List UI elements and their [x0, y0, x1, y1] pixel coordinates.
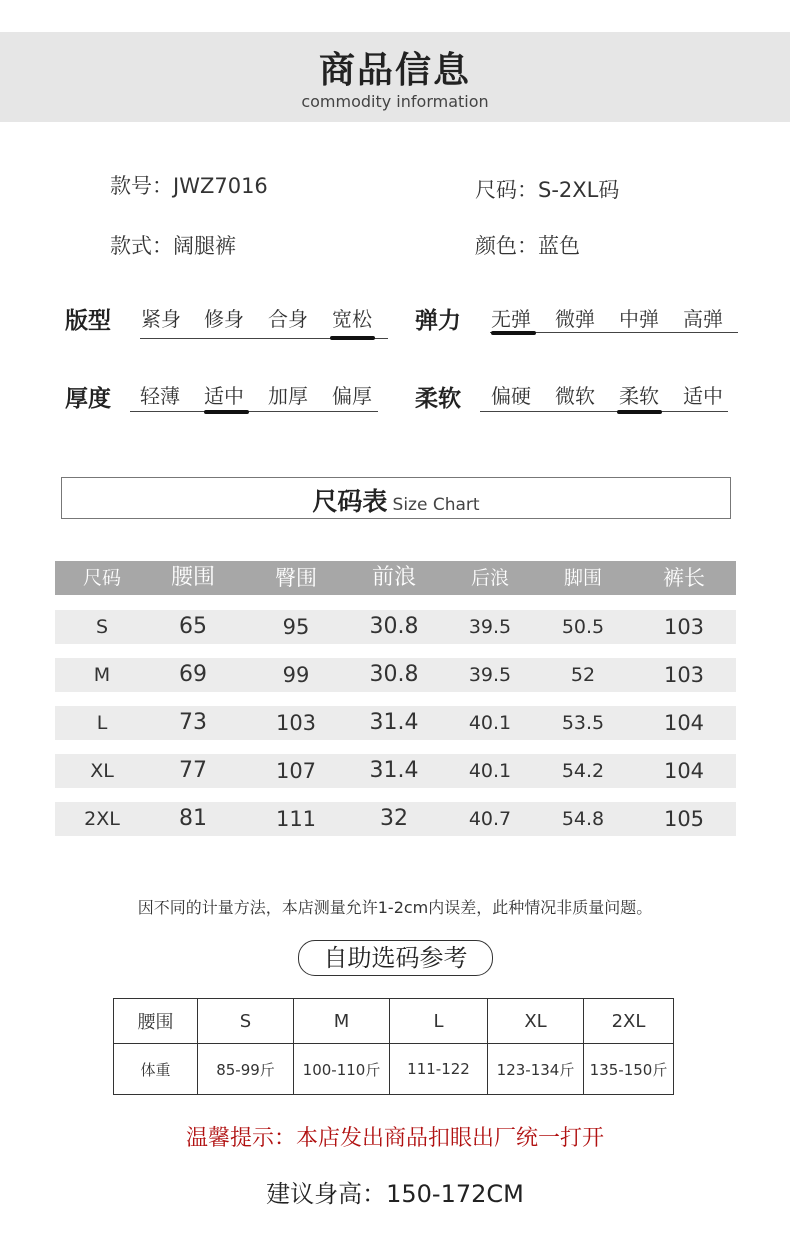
softness-option: 偏硬 — [491, 384, 531, 408]
table-cell: 103 — [663, 615, 705, 639]
style-type: 款式：阔腿裤 — [110, 234, 236, 258]
elasticity-option: 高弹 — [683, 307, 723, 331]
table-cell: 40.7 — [468, 808, 512, 830]
table-row — [55, 754, 736, 788]
style-number: 款号：JWZ7016 — [110, 174, 268, 198]
table-cell: 103 — [275, 711, 317, 735]
table-cell: 2XL — [584, 999, 674, 1044]
table-cell: XL — [488, 999, 584, 1044]
header-cell: 脚围 — [563, 567, 602, 589]
table-row — [114, 999, 674, 1044]
table-cell: 50.5 — [561, 616, 605, 638]
table-cell: 105 — [663, 807, 705, 831]
header-cell: 腰围 — [170, 565, 215, 590]
header-cell: 裤长 — [663, 566, 705, 590]
table-cell: 52 — [570, 664, 596, 686]
elasticity-label: 弹力 — [415, 308, 461, 334]
softness-scale-line — [480, 411, 728, 412]
warm-tip: 温馨提示：本店发出商品扣眼出厂统一打开 — [185, 1126, 604, 1151]
header-cell: 尺码 — [82, 567, 121, 589]
table-cell: 111-122 — [390, 1044, 488, 1095]
fit-option: 合身 — [268, 307, 308, 331]
table-cell: 30.8 — [369, 662, 419, 687]
suggested-height: 建议身高：150-172CM — [266, 1180, 524, 1208]
table-row — [55, 610, 736, 644]
size-reference-table — [113, 998, 674, 1095]
size-cell: 2XL — [84, 808, 120, 830]
header-cell: 前浪 — [371, 565, 416, 590]
table-cell: 81 — [179, 806, 207, 831]
thickness-option: 偏厚 — [332, 384, 372, 408]
table-cell: 123-134斤 — [488, 1044, 584, 1095]
table-cell: 39.5 — [468, 664, 512, 686]
table-cell: 103 — [663, 663, 705, 687]
row-header-cell: 腰围 — [114, 999, 198, 1044]
table-cell: 77 — [179, 758, 207, 783]
table-cell: 95 — [282, 615, 310, 639]
table-cell: 39.5 — [468, 616, 512, 638]
table-row — [55, 802, 736, 836]
softness-option-selected: 柔软 — [619, 384, 659, 408]
page-subtitle: commodity information — [301, 92, 489, 111]
thickness-scale-line — [130, 411, 378, 412]
table-cell: 73 — [179, 710, 207, 735]
thickness-option: 轻薄 — [140, 384, 180, 408]
table-cell: 32 — [380, 806, 408, 831]
header-cell: 臀围 — [275, 566, 317, 590]
table-cell: 99 — [282, 663, 310, 687]
elasticity-selected-marker — [491, 331, 536, 335]
fit-option: 修身 — [204, 307, 244, 331]
measurement-note: 因不同的计量方法，本店测量允许1-2cm内误差，此种情况非质量问题。 — [137, 898, 653, 917]
size-cell: S — [95, 616, 109, 638]
table-cell: 107 — [275, 759, 317, 783]
thickness-option: 加厚 — [268, 384, 308, 408]
table-cell: 111 — [275, 807, 317, 831]
table-cell: 69 — [179, 662, 207, 687]
table-cell: 54.8 — [561, 808, 605, 830]
size-reference-title: 自助选码参考 — [298, 940, 493, 976]
table-cell: 40.1 — [468, 760, 512, 782]
size-range: 尺码：S-2XL码 — [475, 178, 620, 202]
header-banner — [0, 32, 790, 122]
table-cell: 65 — [179, 614, 207, 639]
table-cell: 135-150斤 — [584, 1044, 674, 1095]
softness-option: 适中 — [683, 384, 723, 408]
elasticity-option: 微弹 — [555, 307, 595, 331]
color-info: 颜色：蓝色 — [475, 234, 580, 258]
table-cell: 104 — [663, 711, 705, 735]
size-cell: XL — [90, 760, 114, 782]
table-cell: 54.2 — [561, 760, 605, 782]
elasticity-option-selected: 无弹 — [491, 307, 531, 331]
softness-label: 柔软 — [415, 386, 461, 412]
table-cell: 53.5 — [561, 712, 605, 734]
table-row — [114, 1044, 674, 1095]
table-cell: S — [198, 999, 294, 1044]
table-cell: M — [294, 999, 390, 1044]
thickness-option-selected: 适中 — [204, 384, 244, 408]
table-cell: 104 — [663, 759, 705, 783]
softness-option: 微软 — [555, 384, 595, 408]
fit-option-selected: 宽松 — [332, 307, 372, 331]
header-cell: 后浪 — [470, 567, 509, 589]
row-header-cell: 体重 — [114, 1044, 198, 1095]
size-table-header — [55, 561, 736, 595]
size-chart-title-en: Size Chart — [392, 495, 480, 515]
table-cell: L — [390, 999, 488, 1044]
size-cell: M — [93, 664, 111, 686]
size-cell: L — [96, 712, 108, 734]
fit-selected-marker — [330, 336, 375, 340]
table-row — [55, 706, 736, 740]
fit-label: 版型 — [65, 308, 111, 334]
fit-option: 紧身 — [141, 307, 181, 331]
table-cell: 85-99斤 — [198, 1044, 294, 1095]
size-chart-title-box — [61, 477, 731, 519]
elasticity-option: 中弹 — [619, 307, 659, 331]
table-cell: 100-110斤 — [294, 1044, 390, 1095]
softness-selected-marker — [617, 410, 662, 414]
table-cell: 31.4 — [369, 710, 419, 735]
thickness-selected-marker — [204, 410, 249, 414]
table-cell: 30.8 — [369, 614, 419, 639]
table-row — [55, 658, 736, 692]
table-cell: 31.4 — [369, 758, 419, 783]
page-title: 商品信息 — [318, 50, 471, 91]
table-cell: 40.1 — [468, 712, 512, 734]
thickness-label: 厚度 — [65, 386, 111, 412]
size-chart-title: 尺码表 — [312, 487, 388, 516]
